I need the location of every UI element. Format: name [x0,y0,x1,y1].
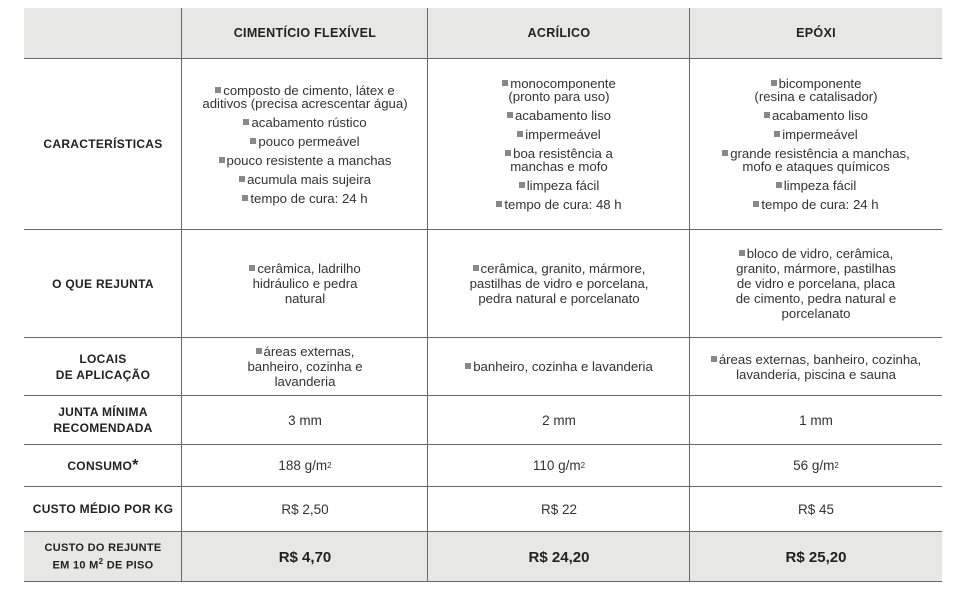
bullet-icon [722,150,728,156]
list-item: boa resistência a manchas e mofo [428,147,690,173]
row-label-caracteristicas: CARACTERÍSTICAS [43,137,163,151]
list-item: cerâmica, ladrilho hidráulico e pedra natural [232,261,378,306]
header-acrilico: ACRÍLICO [527,26,591,40]
row-label-consumo: CONSUMO * [67,456,139,474]
row-junta-minima [24,396,942,444]
bullet-icon [753,201,759,207]
junta-cimenticio: 3 mm [288,412,322,428]
custo-kg-cimenticio: R$ 2,50 [281,501,329,517]
bullet-icon [502,80,508,86]
row-custo-medio-kg [24,487,942,531]
bullet-icon [219,157,225,163]
bullet-icon [239,176,245,182]
list-item: banheiro, cozinha e lavanderia [465,359,653,374]
divider [181,8,182,582]
list-item: limpeza fácil [519,179,600,192]
list-item: acabamento rústico [243,116,366,129]
list-item: cerâmica, granito, mármore, pastilhas de vidro e porcelana, pedra natural e porcelanato [469,261,649,306]
rejunta-acrilico [428,230,690,337]
list-item: acumula mais sujeira [239,173,371,186]
list-item: acabamento liso [764,109,868,122]
list-item: composto de cimento, látex e aditivos (precisa acrescentar água) [202,82,408,111]
bullet-icon [711,356,717,362]
row-o-que-rejunta [24,230,942,337]
header-cimenticio: CIMENTÍCIO FLEXÍVEL [233,26,377,40]
bullet-icon [505,150,511,156]
list-item: áreas externas, banheiro, cozinha, lavanderia, piscina e sauna [696,352,936,382]
row-label-o-que-rejunta: O QUE REJUNTA [52,276,154,291]
custo-total-cimenticio: R$ 4,70 [278,548,332,566]
bullet-icon [249,265,255,271]
list-item: tempo de cura: 48 h [496,198,621,211]
row-locais-aplicacao [24,338,942,395]
caracteristicas-epoxi [690,59,942,229]
list-item: bloco de vidro, cerâmica, granito, mármore, pastilhas de vidro e porcelana, placa de cimento, pedra natural e porcelanato [735,246,897,321]
locais-epoxi [690,338,942,395]
bullet-icon [507,112,513,118]
custo-kg-acrilico: R$ 22 [540,501,578,517]
list-item: tempo de cura: 24 h [753,198,878,211]
divider [24,444,942,445]
rejunta-epoxi [690,230,942,337]
bullet-icon [242,195,248,201]
bullet-icon [473,265,479,271]
divider [24,229,942,230]
bullet-icon [517,131,523,137]
bullet-icon [250,138,256,144]
divider [24,581,942,582]
comparison-table [24,8,942,582]
row-custo-total [24,532,942,582]
list-item: pouco resistente a manchas [219,154,392,167]
row-label-locais-aplicacao: LOCAIS DE APLICAÇÃO [55,351,151,382]
divider [24,337,942,338]
consumo-cimenticio: 188 g/m 2 [278,458,332,473]
bullet-icon [519,182,525,188]
list-item: acabamento liso [507,109,611,122]
list-item: limpeza fácil [776,179,857,192]
locais-cimenticio [182,338,428,395]
custo-total-acrilico: R$ 24,20 [528,548,590,566]
bullet-icon [465,363,471,369]
row-label-custo-total: CUSTO DO REJUNTE EM 10 $M^2$ DE PISO [44,542,162,572]
list-item: impermeável [774,128,858,141]
list-item: pouco permeável [250,135,359,148]
bullet-icon [739,250,745,256]
divider [24,486,942,487]
bullet-icon [764,112,770,118]
bullet-icon [776,182,782,188]
caracteristicas-cimenticio [182,59,428,229]
header-empty-cell [24,8,182,58]
bullet-icon [215,87,221,93]
divider [24,58,942,59]
rejunta-cimenticio [182,230,428,337]
bullet-icon [256,348,262,354]
row-label-custo-medio-kg: CUSTO MÉDIO POR KG [32,502,174,516]
list-item: impermeável [517,128,601,141]
list-item: áreas externas, banheiro, cozinha e lavanderia [247,344,363,389]
header-epoxi: EPÓXI [796,26,836,40]
asterisk-mark: * [132,456,139,474]
bullet-icon [496,201,502,207]
junta-epoxi: 1 mm [799,412,833,428]
consumo-acrilico: 110 g/m 2 [532,458,586,473]
header-row [24,8,942,58]
row-consumo [24,445,942,486]
bullet-icon [774,131,780,137]
consumo-epoxi: 56 g/m 2 [793,458,839,473]
list-item: monocomponente (pronto para uso) [428,77,690,103]
caracteristicas-acrilico [428,59,690,229]
custo-kg-epoxi: R$ 45 [797,501,835,517]
custo-total-epoxi: R$ 25,20 [785,548,847,566]
list-item: bicomponente (resina e catalisador) [754,76,878,104]
row-label-junta-minima: JUNTA MÍNIMA RECOMENDADA [53,405,153,435]
divider [689,8,690,582]
bullet-icon [771,80,777,86]
junta-acrilico: 2 mm [542,412,576,428]
divider [24,531,942,532]
row-caracteristicas [24,59,942,229]
divider [24,395,942,396]
locais-acrilico [428,338,690,395]
bullet-icon [243,119,249,125]
list-item: tempo de cura: 24 h [242,192,367,205]
list-item: grande resistência a manchas, mofo e ataques químicos [690,147,942,173]
divider [427,8,428,582]
